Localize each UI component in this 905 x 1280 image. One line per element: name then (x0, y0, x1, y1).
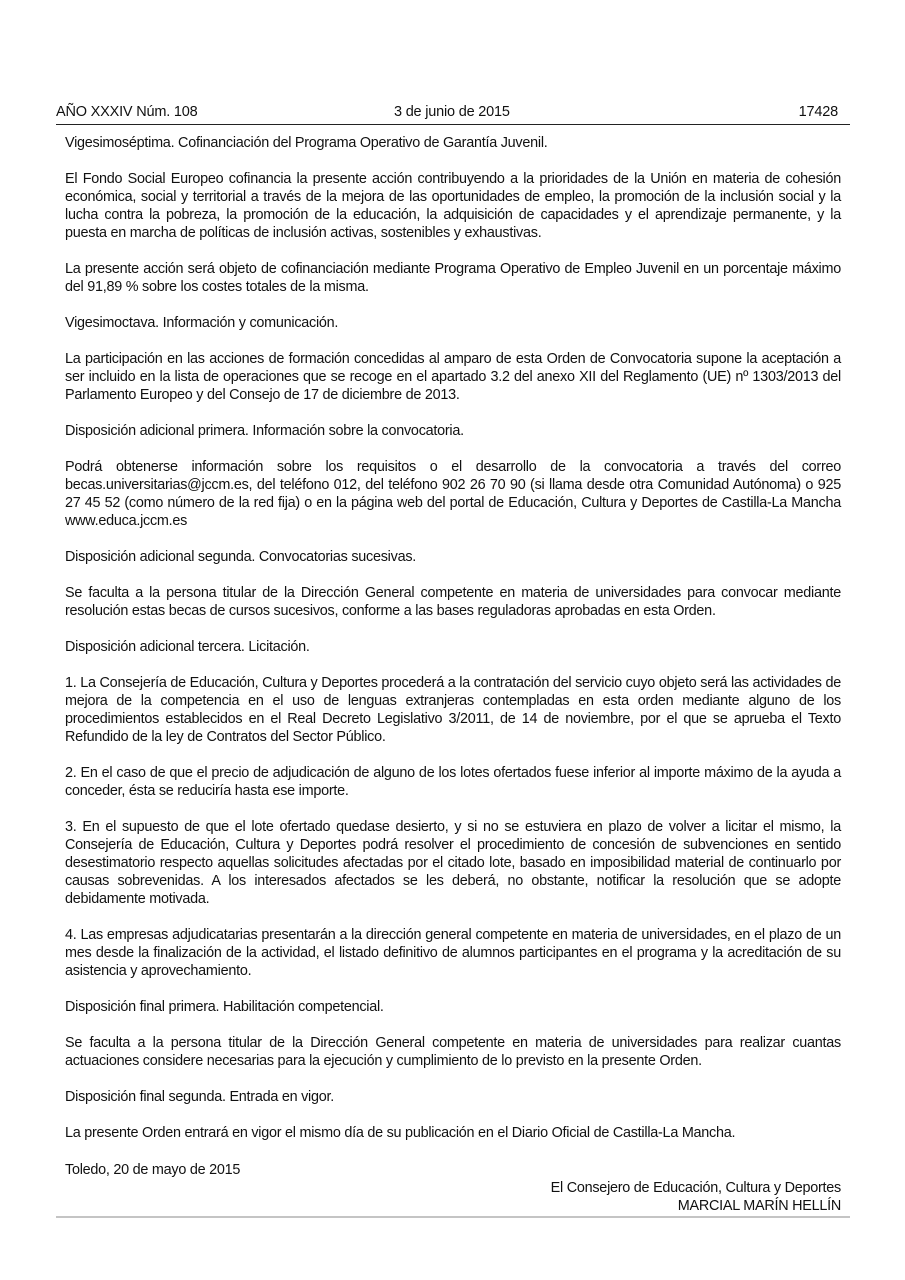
header-date: 3 de junio de 2015 (394, 104, 510, 120)
paragraph: Se faculta a la persona titular de la Dirección General competente en materia de universidades para convocar mediante resolución estas becas de cursos sucesivos, conforme a las bases reguladoras aprobadas en esta Orden. (65, 585, 841, 619)
section-heading: Disposición final primera. Habilitación competencial. (65, 999, 384, 1015)
paragraph: 2. En el caso de que el precio de adjudicación de alguno de los lotes ofertados fuese inferior al importe máximo de la ayuda a conceder, ésta se reduciría hasta ese importe. (65, 765, 841, 799)
paragraph: Podrá obtenerse información sobre los requisitos o el desarrollo de la convocatoria a través del correo becas.universitarias@jccm.es, del teléfono 012, del teléfono 902 26 70 90 (si llama desde otra Comunidad Autónoma) o 925 27 45 52 (como número de la red fija) o en la página web del portal de Educación, Cultura y Deportes de Castilla-La Mancha www.educa.jccm.es (65, 459, 841, 529)
section-heading: Disposición adicional tercera. Licitación. (65, 639, 310, 655)
footer-divider (56, 1216, 850, 1218)
section-heading: Disposición adicional primera. Información sobre la convocatoria. (65, 423, 464, 439)
page-header (56, 104, 850, 124)
paragraph: 3. En el supuesto de que el lote ofertado quedase desierto, y si no se estuviera en plazo de volver a licitar el mismo, la Consejería de Educación, Cultura y Deportes podrá resolver el procedimiento de concesión de subvenciones en sentido desestimatorio respecto aquellas solicitudes afectadas por el citado lote, basado en imposibilidad material de continuarlo por causas sobrevenidas. A los interesados afectados se les deberá, no obstante, notificar la resolución que se adopte debidamente motivada. (65, 819, 841, 907)
paragraph: La presente acción será objeto de cofinanciación mediante Programa Operativo de Empleo Juvenil en un porcentaje máximo del 91,89 % sobre los costes totales de la misma. (65, 261, 841, 295)
paragraph: Se faculta a la persona titular de la Dirección General competente en materia de universidades para realizar cuantas actuaciones considere necesarias para la ejecución y cumplimiento de lo previsto en la presente Orden. (65, 1035, 841, 1069)
header-page-number: 17428 (798, 104, 838, 120)
signature-block (551, 1179, 841, 1215)
paragraph: El Fondo Social Europeo cofinancia la presente acción contribuyendo a la prioridades de la Unión en materia de cohesión económica, social y territorial a través de la mejora de las oportunidades de empleo, la promoción de la inclusión social y la lucha contra la pobreza, la promoción de la educación, la adquisición de capacidades y el aprendizaje permanente, y la puesta en marcha de políticas de inclusión activas, sostenibles y exhaustivas. (65, 171, 841, 241)
section-heading: Vigesimoséptima. Cofinanciación del Programa Operativo de Garantía Juvenil. (65, 135, 548, 151)
place-and-date: Toledo, 20 de mayo de 2015 (65, 1162, 241, 1178)
signatory-name: MARCIAL MARÍN HELLÍN (677, 1198, 841, 1214)
paragraph: La participación en las acciones de formación concedidas al amparo de esta Orden de Convocatoria supone la aceptación a ser incluido en la lista de operaciones que se recoge en el apartado 3.2 del anexo XII del Reglamento (UE) nº 1303/2013 del Parlamento Europeo y del Consejo de 17 de diciembre de 2013. (65, 351, 841, 403)
signatory-title: El Consejero de Educación, Cultura y Deportes (550, 1180, 841, 1196)
header-divider (56, 124, 850, 125)
paragraph: La presente Orden entrará en vigor el mismo día de su publicación en el Diario Oficial de Castilla-La Mancha. (65, 1125, 736, 1141)
header-year-issue: AÑO XXXIV Núm. 108 (56, 104, 198, 120)
document-body (65, 134, 841, 1160)
section-heading: Vigesimoctava. Información y comunicación. (65, 315, 339, 331)
section-heading: Disposición adicional segunda. Convocatorias sucesivas. (65, 549, 417, 565)
paragraph: 1. La Consejería de Educación, Cultura y Deportes procederá a la contratación del servicio cuyo objeto será las actividades de mejora de la competencia en el uso de lenguas extranjeras contempladas en esta orden mediante alguno de los procedimientos establecidos en el Real Decreto Legislativo 3/2011, de 14 de noviembre, por el que se aprueba el Texto Refundido de la ley de Contratos del Sector Público. (65, 675, 841, 745)
section-heading: Disposición final segunda. Entrada en vigor. (65, 1089, 334, 1105)
paragraph: 4. Las empresas adjudicatarias presentarán a la dirección general competente en materia de universidades, en el plazo de un mes desde la finalización de la actividad, el listado definitivo de alumnos participantes en el programa y la acreditación de su asistencia y aprovechamiento. (65, 927, 841, 979)
